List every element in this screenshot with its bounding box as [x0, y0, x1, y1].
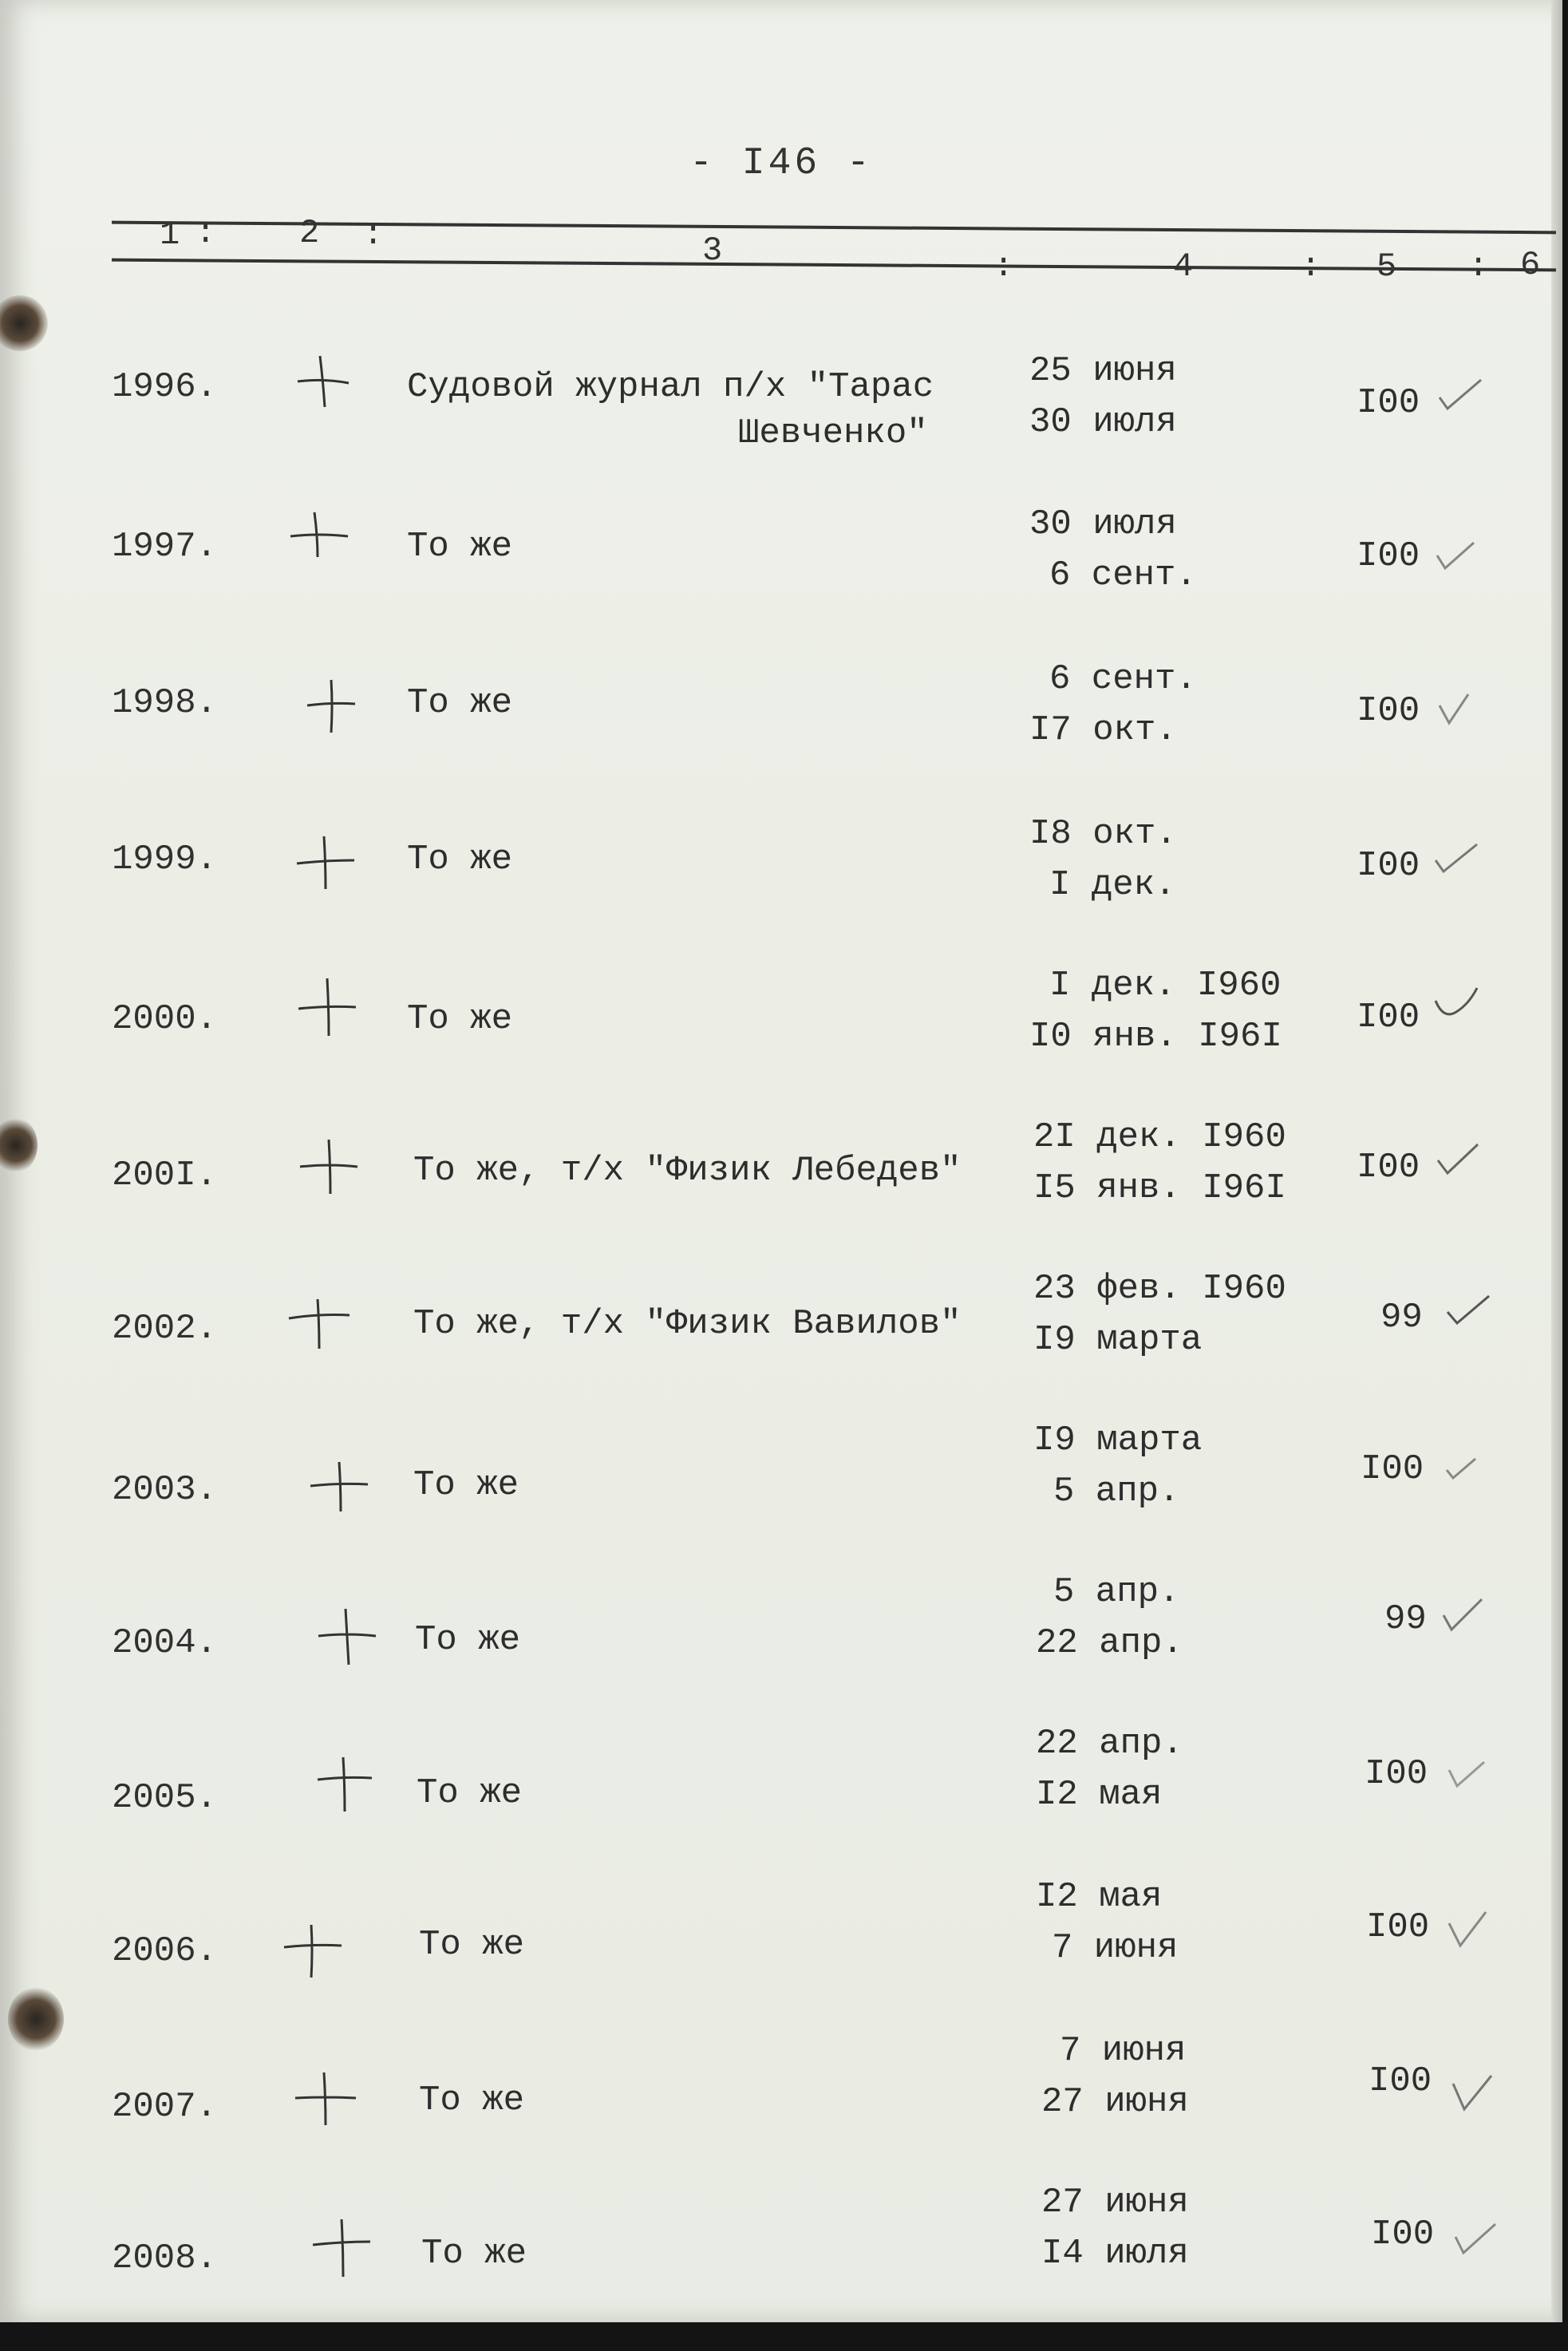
- row-title: То же: [407, 999, 513, 1039]
- row-number: 2008.: [112, 2238, 218, 2278]
- date-end: 5 апр.: [1053, 1472, 1180, 1511]
- register-row: [0, 1117, 1562, 1269]
- date-start: I9 марта: [1033, 1420, 1203, 1460]
- sheet-count: I00: [1357, 846, 1420, 886]
- date-start: 2I дек. I960: [1033, 1117, 1286, 1157]
- date-start: 27 июня: [1041, 2183, 1189, 2223]
- date-start: 7 июня: [1060, 2031, 1187, 2071]
- column-header-1: 1: [160, 215, 180, 254]
- date-start: 30 июля: [1029, 504, 1177, 544]
- checkmark-icon: [1432, 983, 1480, 1023]
- date-end: I дек.: [1049, 865, 1176, 905]
- checkmark-icon: [1440, 1448, 1488, 1488]
- register-row: [0, 966, 1562, 1117]
- checkmark-icon: [1444, 1754, 1492, 1794]
- date-end: 6 сент.: [1049, 555, 1197, 595]
- column-header-2: 2: [299, 214, 320, 252]
- register-row: [0, 1269, 1562, 1420]
- row-number: 1997.: [112, 527, 218, 567]
- sheet-count: I00: [1357, 383, 1420, 423]
- register-row: [0, 1877, 1562, 2029]
- checkmark-icon: [1451, 2219, 1499, 2259]
- register-row: [0, 814, 1562, 966]
- date-end: I2 мая: [1036, 1775, 1163, 1815]
- date-end: I9 марта: [1033, 1320, 1203, 1360]
- sheet-count: I00: [1357, 691, 1420, 731]
- row-number: 2002.: [112, 1309, 218, 1349]
- column-header-3: 3: [702, 231, 723, 270]
- register-row: [0, 1572, 1562, 1724]
- row-number: 2000.: [112, 999, 218, 1039]
- sheet-count: I00: [1361, 1449, 1424, 1489]
- checkmark-icon: [1432, 838, 1480, 878]
- date-end: 30 июля: [1029, 402, 1177, 442]
- row-title: То же: [419, 1925, 525, 1965]
- column-header-6: 6: [1520, 246, 1541, 284]
- date-start: 5 апр.: [1053, 1572, 1180, 1612]
- sheet-count: I00: [1357, 998, 1420, 1037]
- register-row: [0, 1724, 1562, 1875]
- date-start: 22 апр.: [1036, 1724, 1183, 1764]
- date-start: 6 сент.: [1049, 659, 1197, 699]
- row-number: 2007.: [112, 2087, 218, 2127]
- register-row: [0, 1420, 1562, 1572]
- page-number: - I46 -: [689, 142, 873, 185]
- sheet-count: 99: [1380, 1298, 1423, 1338]
- plus-mark-icon: [315, 1604, 379, 1668]
- checkmark-icon: [1448, 2072, 1496, 2112]
- row-title: То же: [407, 840, 513, 879]
- row-number: 1998.: [112, 683, 218, 723]
- date-start: 23 фев. I960: [1033, 1269, 1286, 1309]
- column-separator: :: [1301, 247, 1321, 286]
- register-row: [0, 2031, 1562, 2183]
- date-end: 27 июня: [1041, 2082, 1189, 2122]
- row-number: 2005.: [112, 1778, 218, 1818]
- plus-mark-icon: [287, 504, 351, 568]
- column-header-5: 5: [1376, 247, 1397, 286]
- sheet-count: 99: [1384, 1599, 1427, 1639]
- row-number: 200I.: [112, 1156, 218, 1195]
- plus-mark-icon: [287, 1291, 351, 1355]
- row-title: То же: [421, 2234, 527, 2274]
- column-separator: :: [993, 247, 1014, 286]
- register-row: [0, 659, 1562, 811]
- sheet-count: I00: [1366, 1907, 1430, 1947]
- row-title: То же: [413, 1465, 519, 1505]
- checkmark-icon: [1436, 375, 1484, 415]
- register-row: [0, 2183, 1562, 2322]
- register-row: [0, 351, 1562, 503]
- column-separator: :: [363, 215, 384, 254]
- row-title: То же: [419, 2080, 525, 2120]
- plus-mark-icon: [297, 1135, 361, 1199]
- plus-mark-icon: [310, 2216, 373, 2280]
- column-header-4: 4: [1173, 247, 1194, 286]
- plus-mark-icon: [313, 1752, 377, 1816]
- plus-mark-icon: [307, 1451, 371, 1515]
- column-separator: :: [196, 214, 216, 252]
- sheet-count: I00: [1357, 1148, 1420, 1187]
- header-rule-top: [112, 221, 1556, 235]
- plus-mark-icon: [299, 674, 363, 737]
- row-title-continued: Шевченко": [738, 413, 928, 453]
- checkmark-icon: [1432, 535, 1480, 575]
- row-title: То же: [415, 1620, 521, 1660]
- row-title: То же, т/х "Физик Лебедев": [413, 1151, 962, 1191]
- checkmark-icon: [1444, 1290, 1492, 1330]
- row-title: Судовой журнал п/х "Тарас: [407, 367, 934, 407]
- sheet-count: I00: [1371, 2215, 1435, 2254]
- date-end: I7 окт.: [1029, 710, 1177, 750]
- binding-hole-burn: [0, 295, 48, 351]
- date-start: I8 окт.: [1029, 814, 1177, 854]
- plus-mark-icon: [294, 830, 357, 894]
- row-title: То же: [407, 683, 513, 723]
- header-rule-bottom: [112, 259, 1556, 272]
- row-number: 1996.: [112, 367, 218, 407]
- plus-mark-icon: [295, 975, 359, 1039]
- row-number: 2004.: [112, 1623, 218, 1663]
- date-end: I0 янв. I96I: [1029, 1017, 1282, 1057]
- plus-mark-icon: [291, 351, 355, 415]
- row-number: 2006.: [112, 1931, 218, 1971]
- row-title: То же, т/х "Физик Вавилов": [413, 1304, 962, 1344]
- sheet-count: I00: [1369, 2061, 1432, 2101]
- sheet-count: I00: [1357, 536, 1420, 576]
- date-start: 25 июня: [1029, 351, 1177, 391]
- checkmark-icon: [1436, 689, 1484, 729]
- row-number: 1999.: [112, 840, 218, 879]
- column-separator: :: [1468, 247, 1489, 286]
- register-row: [0, 504, 1562, 656]
- date-end: 22 апр.: [1036, 1623, 1183, 1663]
- checkmark-icon: [1440, 1594, 1488, 1634]
- row-title: То же: [417, 1773, 523, 1813]
- date-start: I2 мая: [1036, 1877, 1163, 1917]
- date-end: 7 июня: [1052, 1928, 1179, 1968]
- sheet-count: I00: [1365, 1754, 1428, 1794]
- plus-mark-icon: [281, 1915, 345, 1979]
- date-start: I дек. I960: [1049, 966, 1282, 1006]
- date-end: I5 янв. I96I: [1033, 1168, 1286, 1208]
- plus-mark-icon: [294, 2066, 357, 2130]
- checkmark-icon: [1446, 1909, 1494, 1949]
- row-title: То же: [407, 527, 513, 567]
- checkmark-icon: [1435, 1140, 1483, 1179]
- row-number: 2003.: [112, 1470, 218, 1510]
- date-end: I4 июля: [1041, 2234, 1189, 2274]
